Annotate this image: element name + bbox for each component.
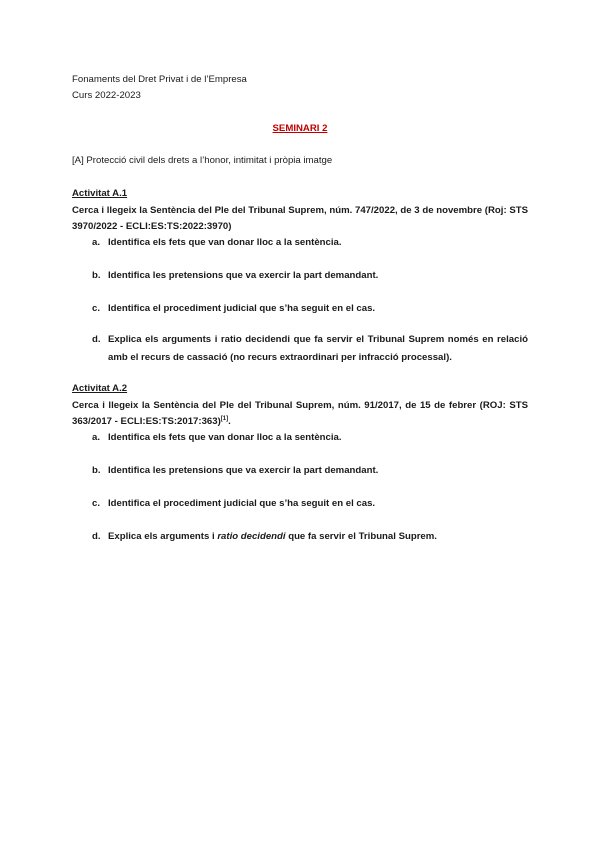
course-name: Fonaments del Dret Privat i de l’Empresa bbox=[72, 74, 247, 85]
a2-item-a-text: Identifica els fets que van donar lloc a la sentència. bbox=[108, 432, 342, 443]
activity-a1-intro: Cerca i llegeix la Sentència del Ple del Tribunal Suprem, núm. 747/2022, de 3 de novembre (Roj: STS 3970/2022 - ECLI:ES:TS:2022:3970) bbox=[72, 205, 528, 232]
a1-item-d-text: Explica els arguments i ratio decidendi que fa servir el Tribunal Suprem només en relació amb el recurs de cassació (no recurs extraordinari per infracció processal). bbox=[108, 334, 528, 363]
a1-item-b-letter: b. bbox=[92, 270, 101, 281]
a2-intro-text: Cerca i llegeix la Sentència del Ple del Tribunal Suprem, núm. 91/2017, de 15 de febrer (ROJ: STS 363/2017 - ECLI:ES:TS:2017:363) bbox=[72, 400, 528, 427]
a2-item-b-letter: b. bbox=[92, 465, 101, 476]
activity-a1-heading: Activitat A.1 bbox=[72, 188, 128, 199]
a1-item-c-letter: c. bbox=[92, 303, 101, 314]
a2-item-b-text: Identifica les pretensions que va exercir la part demandant. bbox=[108, 465, 379, 476]
course-year: Curs 2022-2023 bbox=[72, 90, 141, 101]
a2-item-c-letter: c. bbox=[92, 498, 101, 509]
a2-item-c-text: Identifica el procediment judicial que s’ha seguit en el cas. bbox=[108, 498, 376, 509]
a2-item-d-before: Explica els arguments i bbox=[108, 531, 218, 542]
a1-item-b-text: Identifica les pretensions que va exercir la part demandant. bbox=[108, 270, 379, 281]
a2-item-d-letter: d. bbox=[92, 531, 101, 542]
a1-item-d-letter: d. bbox=[92, 334, 101, 345]
a1-item-a-text: Identifica els fets que van donar lloc a la sentència. bbox=[108, 237, 342, 248]
page-title: SEMINARI 2 bbox=[272, 123, 328, 134]
activity-a2-heading: Activitat A.2 bbox=[72, 383, 128, 394]
a2-item-d-text bbox=[108, 528, 528, 546]
footnote-ref[interactable]: [1] bbox=[220, 415, 229, 422]
section-heading: [A] Protecció civil dels drets a l’honor, intimitat i pròpia imatge bbox=[72, 155, 333, 166]
a2-item-d-after: que fa servir el Tribunal Suprem. bbox=[285, 531, 437, 542]
activity-a2-intro bbox=[72, 398, 528, 430]
a1-item-c-text: Identifica el procediment judicial que s’ha seguit en el cas. bbox=[108, 303, 376, 314]
a2-item-a-letter: a. bbox=[92, 432, 101, 443]
a1-item-a-letter: a. bbox=[92, 237, 101, 248]
a2-intro-end: . bbox=[228, 416, 231, 427]
a2-item-d-italic: ratio decidendi bbox=[217, 531, 286, 542]
